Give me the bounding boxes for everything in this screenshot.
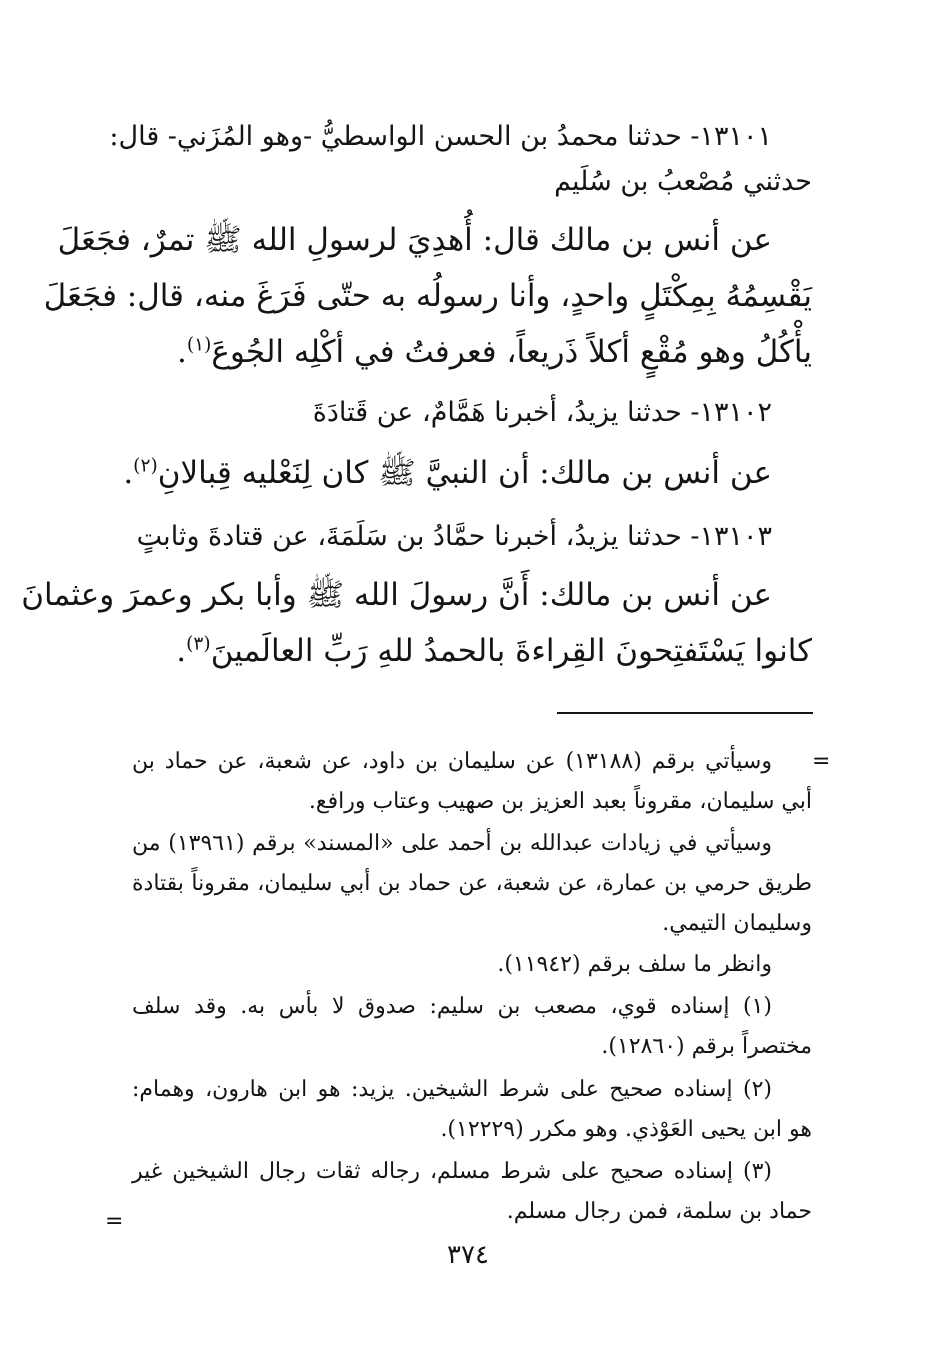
footnote-separator [557, 712, 813, 714]
footnote-line-2: أبي سليمان، مقروناً بعبد العزيز بن صهيب وعتاب ورافع. [308, 789, 812, 814]
footnote-2-line-1: (٢) إسناده صحيح على شرط الشيخين. يزيد: هو ابن هارون، وهمام: [132, 1077, 772, 1102]
footnote-line-1: وسيأتي برقم (١٣١٨٨) عن سليمان بن داود، عن شعبة، عن حماد بن [132, 749, 772, 774]
hadith-13101-matn-text: يأْكُلُ وهو مُقْعٍ أكلاً ذَريعاً، فعرفتُ في أكْلِه الجُوعَ [211, 334, 812, 370]
end-period: . [176, 633, 187, 669]
hadith-13102-matn-line-1 [123, 455, 812, 491]
footnote-continues-marker: = [105, 1209, 124, 1234]
footnote-line-3: وسيأتي في زيادات عبدالله بن أحمد على «المسند» برقم (١٣٩٦١) من [132, 831, 773, 856]
footnote-line-4: طريق حرمي بن عمارة، عن شعبة، عن حماد بن أبي سليمان، مقروناً بقتادة [132, 871, 812, 896]
footnote-ref-1: (١) [186, 334, 212, 356]
hadith-13101-isnad-line-2: حدثني مُصْعبُ بن سُلَيم [554, 166, 812, 197]
hadith-13102-matn-text: عن أنس بن مالك: أن النبيَّ ﷺ كان لِنَعْليه قِبالانِ [157, 455, 772, 491]
footnote-line-5: وسليمان التيمي. [662, 911, 812, 936]
hadith-13103-matn-line-2 [132, 633, 812, 669]
hadith-13103-isnad: ١٣١٠٣- حدثنا يزيدُ، أخبرنا حمَّادُ بن سَلَمَةَ، عن قتادةَ وثابتٍ [136, 521, 772, 552]
hadith-13101-matn-line-3 [132, 334, 812, 370]
page-number: ٣٧٤ [447, 1240, 489, 1270]
footnote-1-line-1: (١) إسناده قوي، مصعب بن سليم: صدوق لا بأس به. وقد سلف [132, 994, 772, 1019]
footnote-ref-3: (٣) [186, 633, 211, 655]
footnote-3-line-1: (٣) إسناده صحيح على شرط مسلم، رجاله ثقات رجال الشيخين غير [132, 1159, 772, 1184]
hadith-13101-isnad-line-1: ١٣١٠١- حدثنا محمدُ بن الحسن الواسطيُّ -وهو المُزَني- قال: [109, 121, 772, 152]
hadith-13103-matn-line-1: عن أنس بن مالك: أَنَّ رسولَ الله ﷺ وأبا بكر وعمرَ وعثمانَ [21, 577, 772, 613]
footnote-continued-marker: = [812, 749, 831, 774]
footnote-2-line-2: هو ابن يحيى العَوْذي. وهو مكرر (١٢٢٢٩). [440, 1117, 812, 1142]
footnote-line-6: وانظر ما سلف برقم (١١٩٤٢). [497, 952, 772, 977]
hadith-13103-matn-text: كانوا يَسْتَفتِحونَ القِراءةَ بالحمدُ للهِ رَبِّ العالَمينَ [210, 633, 812, 669]
hadith-13102-isnad: ١٣١٠٢- حدثنا يزيدُ، أخبرنا هَمَّامٌ، عن قَتادَةَ [312, 397, 772, 428]
footnote-1-line-2: مختصراً برقم (١٢٨٦٠). [601, 1034, 812, 1059]
footnote-3-line-2: حماد بن سلمة، فمن رجال مسلم. [506, 1199, 812, 1224]
end-period: . [177, 334, 187, 370]
hadith-13101-matn-line-2: يَقْسِمُهُ بِمِكْتَلٍ واحدٍ، وأنا رسولُه به حتّى فَرَغَ منه، قال: فجَعَلَ [43, 278, 812, 314]
footnote-ref-2: (٢) [133, 455, 158, 477]
hadith-13101-matn-line-1: عن أنس بن مالك قال: أُهدِيَ لرسولِ الله ﷺ تمرٌ، فجَعَلَ [57, 222, 772, 258]
end-period: . [123, 455, 134, 491]
